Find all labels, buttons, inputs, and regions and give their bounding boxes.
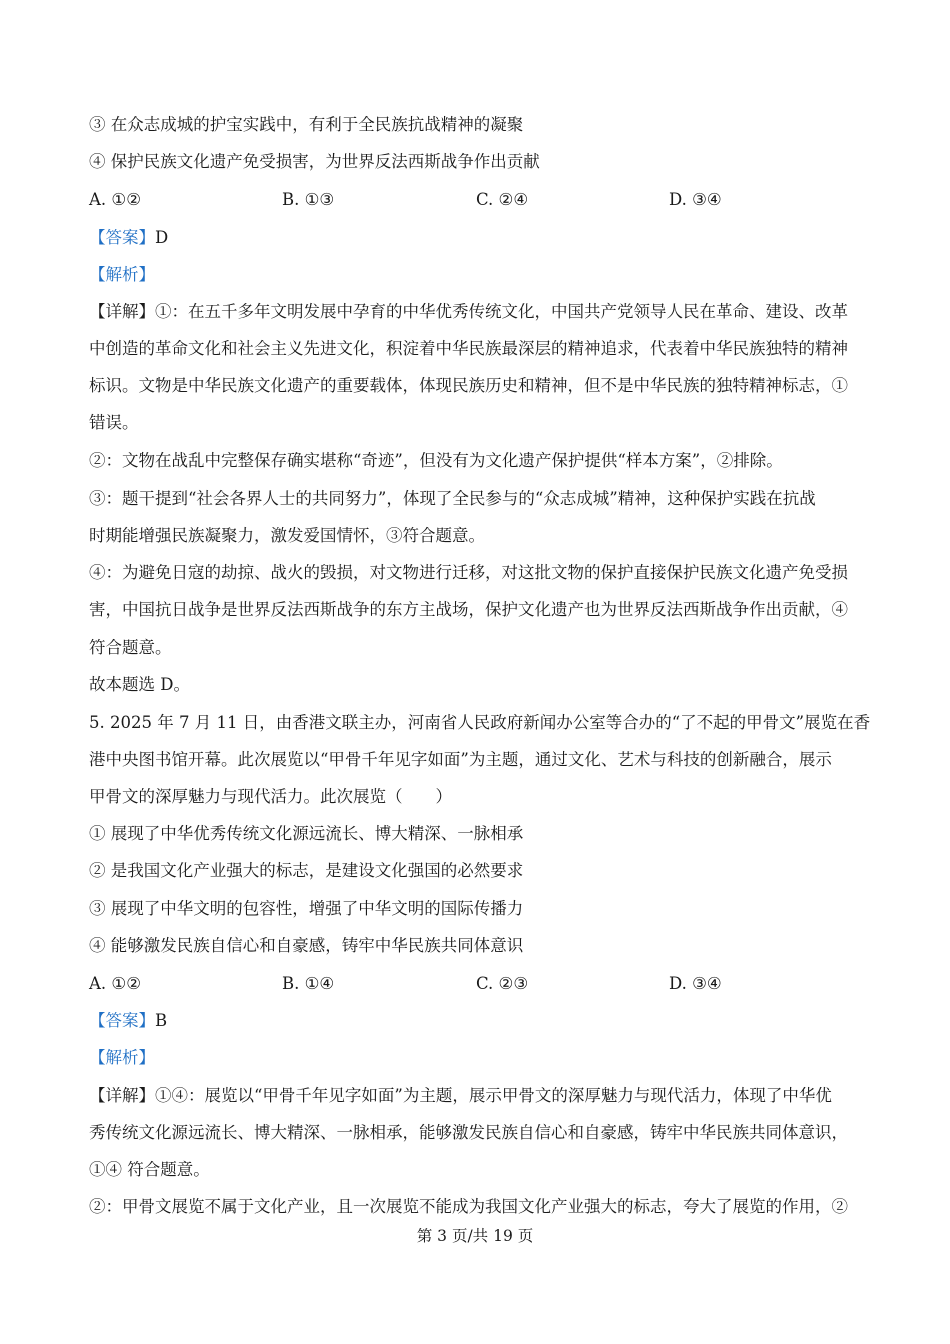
q4-option-c: C. ②④ — [476, 190, 529, 209]
q5-stem-line-3: 甲骨文的深厚魅力与现代活力。此次展览（ ） — [89, 787, 452, 806]
q4-detail-line-1: 【详解】①：在五千多年文明发展中孕育的中华优秀传统文化，中国共产党领导人民在革命、建设、改革 — [89, 302, 848, 321]
q5-statement-3: ③ 展现了中华文明的包容性，增强了中华文明的国际传播力 — [89, 899, 524, 918]
q4-option-b: B. ①③ — [282, 190, 335, 209]
q5-detail-line-4: ②：甲骨文展览不属于文化产业，且一次展览不能成为我国文化产业强大的标志，夸大了展览的作用，② — [89, 1197, 848, 1216]
q4-statement-3: ③ 在众志成城的护宝实践中，有利于全民族抗战精神的凝聚 — [89, 115, 524, 134]
q5-answer — [89, 1010, 869, 1032]
q4-option-d: D. ③④ — [669, 190, 722, 209]
q4-detail-line-7: 时期能增强民族凝聚力，激发爱国情怀，③符合题意。 — [89, 526, 485, 545]
detail-tag: 【详解】 — [89, 302, 155, 321]
q4-detail-line-6: ③：题干提到“社会各界人士的共同努力”，体现了全民参与的“众志成城”精神，这种保护实践在抗战 — [89, 489, 816, 508]
q5-statement-1: ① 展现了中华优秀传统文化源远流长、博大精深、一脉相承 — [89, 824, 524, 843]
q4-option-a: A. ①② — [89, 190, 141, 209]
q4-detail-line-4: 错误。 — [89, 413, 139, 432]
q4-detail-line-9: 害，中国抗日战争是世界反法西斯战争的东方主战场，保护文化遗产也为世界反法西斯战争作出贡献，④ — [89, 600, 848, 619]
q5-option-b: B. ①④ — [282, 974, 335, 993]
analysis-tag: 【解析】 — [89, 265, 155, 284]
answer-value: B — [155, 1011, 168, 1030]
q5-option-d: D. ③④ — [669, 974, 722, 993]
detail-tag: 【详解】 — [89, 1086, 155, 1105]
q5-option-c: C. ②③ — [476, 974, 529, 993]
page-number: 第 3 页/共 19 页 — [416, 1227, 534, 1245]
q4-detail-line-3: 标识。文物是中华民族文化遗产的重要载体，体现民族历史和精神，但不是中华民族的独特精神标志，① — [89, 376, 848, 395]
q4-detail-line-5: ②：文物在战乱中完整保存确实堪称“奇迹”，但没有为文化遗产保护提供“样本方案”，②排除。 — [89, 451, 783, 470]
q4-detail-line-10: 符合题意。 — [89, 638, 172, 657]
q5-detail-line-2: 秀传统文化源远流长、博大精深、一脉相承，能够激发民族自信心和自豪感，铸牢中华民族共同体意识， — [89, 1123, 848, 1142]
q4-statement-4: ④ 保护民族文化遗产免受损害，为世界反法西斯战争作出贡献 — [89, 152, 540, 171]
q5-stem-line-2: 港中央图书馆开幕。此次展览以“甲骨千年见字如面”为主题，通过文化、艺术与科技的创新融合，展示 — [89, 750, 832, 769]
q5-option-a: A. ①② — [89, 974, 141, 993]
q5-statement-4: ④ 能够激发民族自信心和自豪感，铸牢中华民族共同体意识 — [89, 936, 524, 955]
q5-statement-2: ② 是我国文化产业强大的标志，是建设文化强国的必然要求 — [89, 861, 524, 880]
q4-detail-line-8: ④：为避免日寇的劫掠、战火的毁损，对文物进行迁移，对这批文物的保护直接保护民族文化遗产免受损 — [89, 563, 848, 582]
answer-tag: 【答案】 — [89, 1011, 155, 1030]
q4-analysis-heading — [89, 264, 869, 286]
q5-detail-line-1: 【详解】①④：展览以“甲骨千年见字如面”为主题，展示甲骨文的深厚魅力与现代活力，体现了中华优 — [89, 1086, 832, 1105]
q5-analysis-heading — [89, 1047, 869, 1069]
q4-detail-line-2: 中创造的革命文化和社会主义先进文化，积淀着中华民族最深层的精神追求，代表着中华民族独特的精神 — [89, 339, 848, 358]
q4-conclusion: 故本题选 D。 — [89, 675, 190, 694]
answer-tag: 【答案】 — [89, 228, 155, 247]
analysis-tag: 【解析】 — [89, 1048, 155, 1067]
answer-value: D — [155, 228, 169, 247]
q5-stem-line-1: 5. 2025 年 7 月 11 日，由香港文联主办，河南省人民政府新闻办公室等合办的“了不起的甲骨文”展览在香 — [89, 713, 871, 732]
q4-answer — [89, 227, 869, 249]
q5-detail-line-3: ①④ 符合题意。 — [89, 1160, 210, 1179]
